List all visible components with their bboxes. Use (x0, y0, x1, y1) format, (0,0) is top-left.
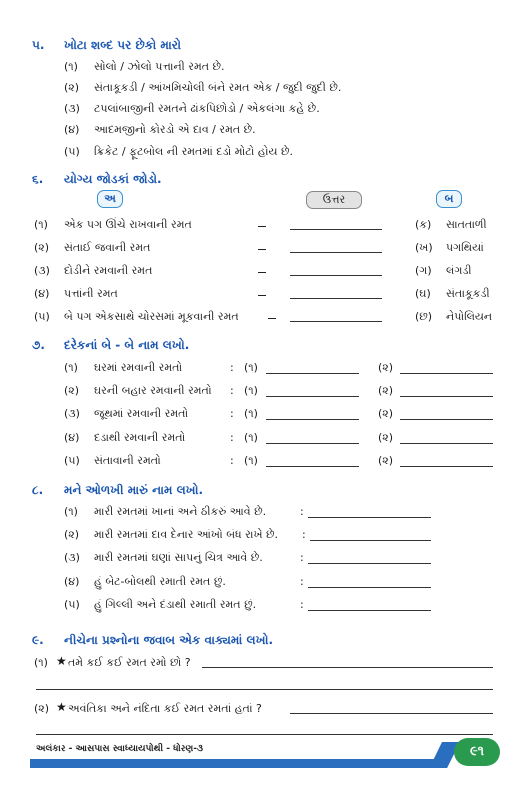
sec7-slot2-line-2[interactable] (400, 396, 493, 397)
sec7-slot2-line-3[interactable] (400, 419, 493, 420)
sec6-dash-1 (258, 226, 266, 227)
sec8-title: મને ઓળખી મારું નામ લખો. (64, 483, 204, 497)
sec9-item-1-num: (૧) (34, 656, 48, 669)
sec8-number: ૮. (32, 483, 44, 497)
sec6-dash-3 (258, 272, 266, 273)
sec5-item-4-text: આદમજીનો કોરડો એ દાવ / રમત છે. (94, 123, 256, 136)
sec6-right-4-num: (ઘ) (415, 287, 431, 300)
sec5-item-5-num: (૫) (64, 145, 80, 158)
col-answer-pill: ઉત્તર (306, 191, 362, 209)
sec8-answer-line-4[interactable] (308, 587, 431, 588)
sec6-left-2-num: (૨) (34, 241, 50, 254)
sec6-left-5-text: બે પગ એકસાથે ચોરસમાં મૂકવાની રમત (64, 310, 239, 323)
sec6-answer-line-1[interactable] (290, 229, 382, 230)
sec6-left-3-num: (૩) (34, 264, 50, 277)
sec8-answer-line-2[interactable] (310, 540, 431, 541)
sec8-item-3-text: મારી રમતમાં ઘણાં સાપનું ચિત્ર આવે છે. (94, 551, 263, 564)
sec7-slot1-label-3: (૧) (244, 407, 258, 420)
sec8-item-1-num: (૧) (64, 505, 78, 518)
sec6-answer-line-3[interactable] (290, 275, 382, 276)
sec5-title: ખોટા શબ્દ પર છેકો મારો (64, 38, 182, 52)
sec7-item-5-num: (૫) (64, 454, 80, 467)
sec7-slot1-line-5[interactable] (266, 466, 359, 467)
sec8-item-5-num: (૫) (64, 598, 80, 611)
sec7-slot2-label-1: (૨) (378, 361, 394, 374)
sec6-right-5-num: (છ) (415, 310, 433, 323)
sec7-slot1-label-5: (૧) (244, 454, 258, 467)
sec8-colon-2: : (302, 528, 306, 541)
col-a-pill: અ (97, 190, 123, 208)
star-icon: ★ (56, 700, 67, 714)
sec5-item-3-num: (૩) (64, 102, 80, 115)
sec6-left-2-text: સંતાઈ જવાની રમત (64, 241, 151, 254)
sec6-left-4-num: (૪) (34, 287, 50, 300)
sec7-slot1-label-2: (૧) (244, 384, 258, 397)
sec9-answer-line-1a[interactable] (202, 667, 493, 668)
sec8-item-3-num: (૩) (64, 551, 80, 564)
sec5-item-5-text: ક્રિકેટ / ફૂટબોલ ની રમતમાં દડો મોટો હોય છે. (94, 145, 293, 158)
sec7-title: દરેકનાં બે - બે નામ લખો. (64, 338, 190, 352)
sec6-left-3-text: દોડીને રમવાની રમત (64, 264, 153, 277)
sec7-item-3-num: (૩) (64, 407, 80, 420)
sec7-slot1-line-4[interactable] (266, 443, 359, 444)
sec6-dash-2 (258, 249, 266, 250)
sec8-answer-line-5[interactable] (308, 610, 431, 611)
sec6-answer-line-2[interactable] (290, 252, 382, 253)
sec6-left-4-text: પત્તાંની રમત (64, 287, 118, 300)
sec6-right-2-num: (ખ) (415, 241, 433, 254)
sec6-left-1-text: એક પગ ઊંચે રાખવાની રમત (64, 218, 192, 231)
sec5-item-3-text: ટપલાંબાજીની રમતને ઢાંકપિછોડો / એકલંગા કહે છે. (94, 102, 320, 115)
sec6-answer-line-4[interactable] (290, 298, 382, 299)
sec6-right-3-num: (ગ) (415, 264, 432, 277)
star-icon: ★ (56, 654, 67, 668)
sec9-item-2-text: અવંતિકા અને નંદિતા કઈ રમત રમતાં હતાં ? (68, 702, 262, 715)
page-number-badge: ૯૧ (454, 738, 500, 766)
sec7-slot2-label-5: (૨) (378, 454, 394, 467)
sec8-answer-line-1[interactable] (308, 517, 431, 518)
sec8-colon-4: : (300, 575, 304, 588)
sec6-left-1-num: (૧) (34, 218, 48, 231)
sec7-item-1-text: ઘરમાં રમવાની રમતો (94, 361, 183, 374)
sec6-answer-line-5[interactable] (290, 321, 382, 322)
sec7-item-2-num: (૨) (64, 384, 80, 397)
sec5-item-4-num: (૪) (64, 123, 80, 136)
sec7-slot2-line-1[interactable] (400, 373, 493, 374)
sec8-item-1-text: મારી રમતમાં ખાનાં અને ઠીકરું આવે છે. (94, 505, 267, 518)
sec8-colon-1: : (300, 505, 304, 518)
col-b-pill: બ (436, 190, 462, 208)
sec7-item-5-text: સંતાવાની રમતો (94, 454, 161, 467)
sec7-slot2-line-5[interactable] (400, 466, 493, 467)
sec7-item-3-text: જૂથમાં રમવાની રમતો (94, 407, 189, 420)
sec6-title: યોગ્ય જોડકાં જોડો. (64, 172, 162, 186)
sec9-answer-line-1b[interactable] (36, 689, 493, 690)
sec9-item-1-text: તમે કઈ કઈ રમત રમો છો ? (68, 656, 191, 669)
sec5-item-2-text: સંતાકૂકડી / આંખમિચોલી બંને રમત એક / જુદી જુદી છે. (94, 81, 342, 94)
sec6-right-4-text: સંતાકૂકડી (446, 287, 490, 300)
sec6-right-5-text: નેપોલિયન (446, 310, 493, 323)
sec6-right-3-text: લંગડી (446, 264, 472, 277)
sec7-item-4-num: (૪) (64, 431, 80, 444)
sec7-colon-2: : (230, 384, 234, 397)
sec6-dash-5 (268, 318, 276, 319)
sec7-number: ૭. (32, 338, 45, 352)
sec5-item-1-text: સોલો / ઝોલો પત્તાની રમત છે. (94, 60, 225, 73)
sec6-number: ૬. (32, 172, 44, 186)
sec7-item-4-text: દડાથી રમવાની રમતો (94, 431, 186, 444)
sec9-answer-line-2b[interactable] (36, 734, 493, 735)
sec6-right-1-num: (ક) (415, 218, 432, 231)
sec6-right-2-text: પગથિયાં (446, 241, 484, 254)
sec7-item-2-text: ઘરની બહાર રમવાની રમતો (94, 384, 212, 397)
sec8-item-4-num: (૪) (64, 575, 80, 588)
sec5-number: ૫. (32, 38, 45, 52)
sec7-item-1-num: (૧) (64, 361, 78, 374)
sec8-item-2-num: (૨) (64, 528, 80, 541)
sec9-answer-line-2a[interactable] (290, 713, 493, 714)
sec9-title: નીચેના પ્રશ્નોના જવાબ એક વાક્યમાં લખો. (64, 633, 274, 647)
sec7-slot1-label-4: (૧) (244, 431, 258, 444)
sec7-slot1-label-1: (૧) (244, 361, 258, 374)
sec8-colon-5: : (300, 598, 304, 611)
sec7-slot1-line-1[interactable] (266, 373, 359, 374)
sec7-slot1-line-2[interactable] (266, 396, 359, 397)
sec8-item-4-text: હું બેટ-બોલથી રમાતી રમત છું. (94, 575, 226, 588)
sec8-answer-line-3[interactable] (308, 563, 431, 564)
sec8-item-2-text: મારી રમતમાં દાવ દેનાર આંખો બંધ રાખે છે. (94, 528, 279, 541)
sec6-dash-4 (258, 295, 266, 296)
sec7-slot2-label-3: (૨) (378, 407, 394, 420)
sec8-item-5-text: હું ગિલ્લી અને દંડાથી રમાતી રમત છું. (94, 598, 257, 611)
sec7-slot1-line-3[interactable] (266, 419, 359, 420)
sec7-colon-3: : (230, 407, 234, 420)
sec7-colon-1: : (230, 361, 234, 374)
sec5-item-2-num: (૨) (64, 81, 80, 94)
sec5-item-1-num: (૧) (64, 60, 78, 73)
sec9-number: ૯. (32, 633, 44, 647)
sec8-colon-3: : (300, 551, 304, 564)
sec7-slot2-line-4[interactable] (400, 443, 493, 444)
sec7-colon-4: : (230, 431, 234, 444)
footer-title: અલંકાર - આસપાસ સ્વાધ્યાયપોથી - ધોરણ-૩ (36, 744, 203, 754)
sec7-slot2-label-4: (૨) (378, 431, 394, 444)
sec9-item-2-num: (૨) (34, 702, 50, 715)
sec7-colon-5: : (230, 454, 234, 467)
sec6-left-5-num: (૫) (34, 310, 50, 323)
sec7-slot2-label-2: (૨) (378, 384, 394, 397)
sec6-right-1-text: સાતતાળી (446, 218, 487, 231)
